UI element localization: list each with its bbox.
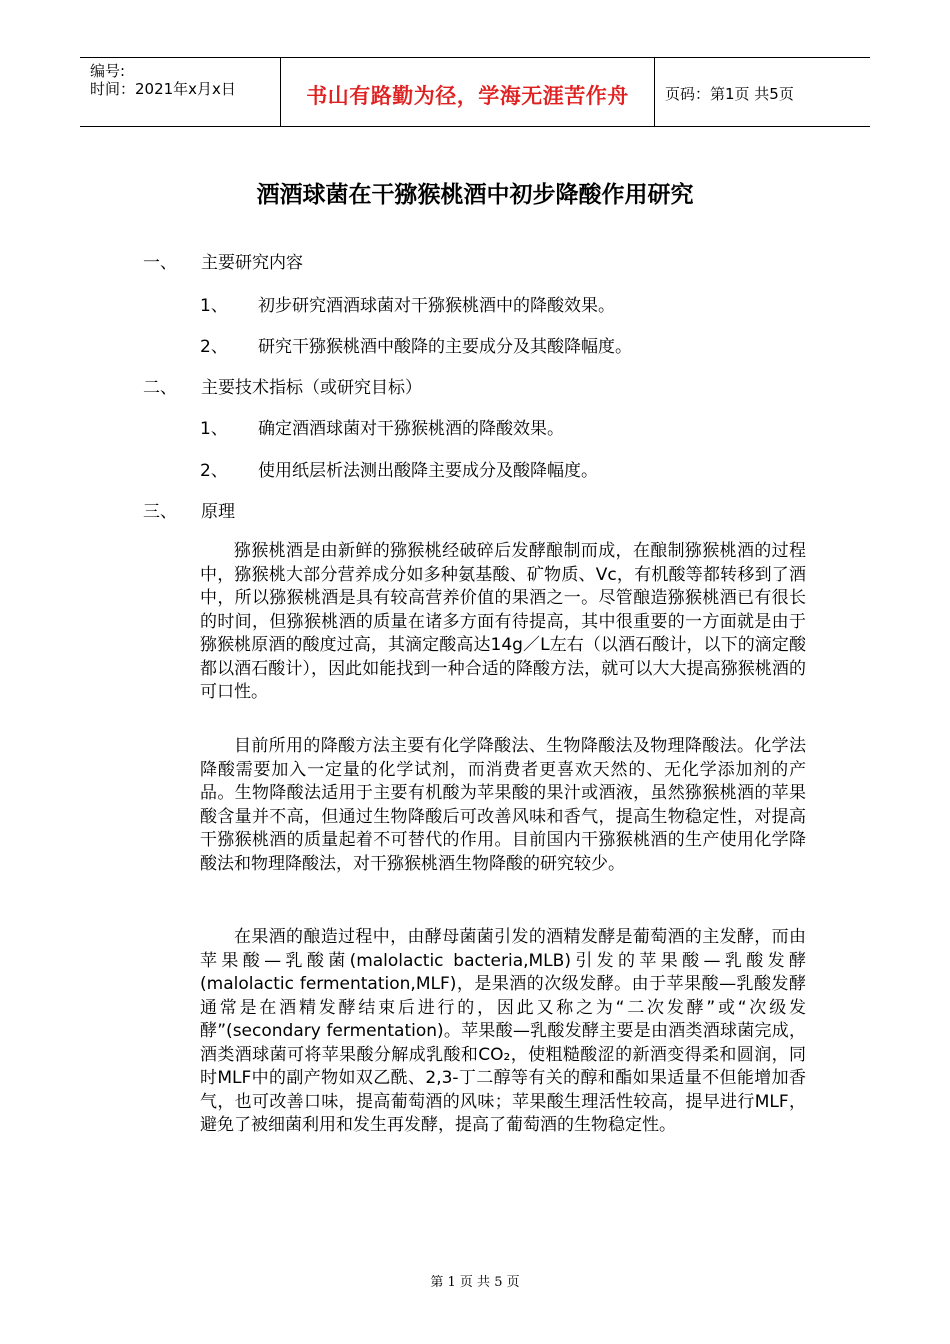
section-heading-3 [143,497,235,522]
item-text: 初步研究酒酒球菌对干猕猴桃酒中的降酸效果。 [258,296,615,316]
header-page-cell [655,58,870,126]
list-item [200,414,564,439]
date-label: 时间：2021年x月x日 [90,80,236,98]
item-number: 2、 [200,337,228,357]
section-number: 一、 [143,253,177,273]
document-title: 酒酒球菌在干猕猴桃酒中初步降酸作用研究 [256,181,694,208]
item-number: 2、 [200,461,228,481]
list-item [200,291,615,316]
body-paragraph: 目前所用的降酸方法主要有化学降酸法、生物降酸法及物理降酸法。化学法降酸需要加入一定量的化学试剂，而消费者更喜欢天然的、无化学添加剂的产品。生物降酸法适用于主要有机酸为苹果酸的果汁或酒液，虽然猕猴桃酒的苹果酸含量并不高，但通过生物降酸后可改善风味和香气，提高生物稳定性，对提高干猕猴桃酒的质量起着不可替代的作用。目前国内干猕猴桃酒的生产使用化学降酸法和物理降酸法，对干猕猴桃酒生物降酸的研究较少。 [200,736,806,874]
section-label: 主要研究内容 [201,253,303,273]
body-paragraph: 猕猴桃酒是由新鲜的猕猴桃经破碎后发酵酿制而成，在酿制猕猴桃酒的过程中，猕猴桃大部分营养成分如多种氨基酸、矿物质、Vc，有机酸等都转移到了酒中，所以猕猴桃酒是具有较高营养价值的果酒之一。尽管酿造猕猴桃酒已有很长的时间，但猕猴桃酒的质量在诸多方面有待提高，其中很重要的一方面就是由于猕猴桃原酒的酸度过高，其滴定酸高达14g／L左右（以酒石酸计，以下的滴定酸都以酒石酸计），因此如能找到一种合适的降酸方法，就可以大大提高猕猴桃酒的可口性。 [200,541,806,702]
item-number: 1、 [200,296,228,316]
section-number: 三、 [143,502,177,522]
section-label: 主要技术指标（或研究目标） [201,378,422,398]
header-motto-cell [281,58,655,126]
item-text: 确定酒酒球菌对干猕猴桃酒的降酸效果。 [258,419,564,439]
item-text: 使用纸层析法测出酸降主要成分及酸降幅度。 [258,461,598,481]
list-item [200,332,632,357]
page-info: 页码：第1页 共5页 [665,85,794,103]
body-paragraph: 在果酒的酿造过程中，由酵母菌菌引发的酒精发酵是葡萄酒的主发酵，而由苹果酸—乳酸菌(malolactic bacteria,MLB)引发的苹果酸—乳酸发酵(malolactic fermentation,MLF)，是果酒的次级发酵。由于苹果酸—乳酸发酵通常是在酒精发酵结束后进行的，因此又称之为“二次发酵”或“次级发酵”(secondary fermentation)。苹果酸—乳酸发酵主要是由酒类酒球菌完成，酒类酒球菌可将苹果酸分解成乳酸和CO₂，使粗糙酸涩的新酒变得柔和圆润，同时MLF中的副产物如双乙酰、2,3-丁二醇等有关的醇和酯如果适量不但能增加香气，也可改善口味，提高葡萄酒的风味；苹果酸生理活性较高，提早进行MLF，避免了被细菌利用和发生再发酵，提高了葡萄酒的生物稳定性。 [200,927,806,1135]
page-header [80,57,870,127]
serial-number-label: 编号: [90,62,126,80]
header-meta-cell [80,58,281,126]
section-label: 原理 [201,502,235,522]
page-footer: 第 1 页 共 5 页 [430,1275,520,1290]
item-text: 研究干猕猴桃酒中酸降的主要成分及其酸降幅度。 [258,337,632,357]
section-number: 二、 [143,378,177,398]
motto: 书山有路勤为径，学海无涯苦作舟 [306,83,629,108]
section-heading-2 [143,373,422,398]
list-item [200,456,598,481]
item-number: 1、 [200,419,228,439]
section-heading-1 [143,248,303,273]
